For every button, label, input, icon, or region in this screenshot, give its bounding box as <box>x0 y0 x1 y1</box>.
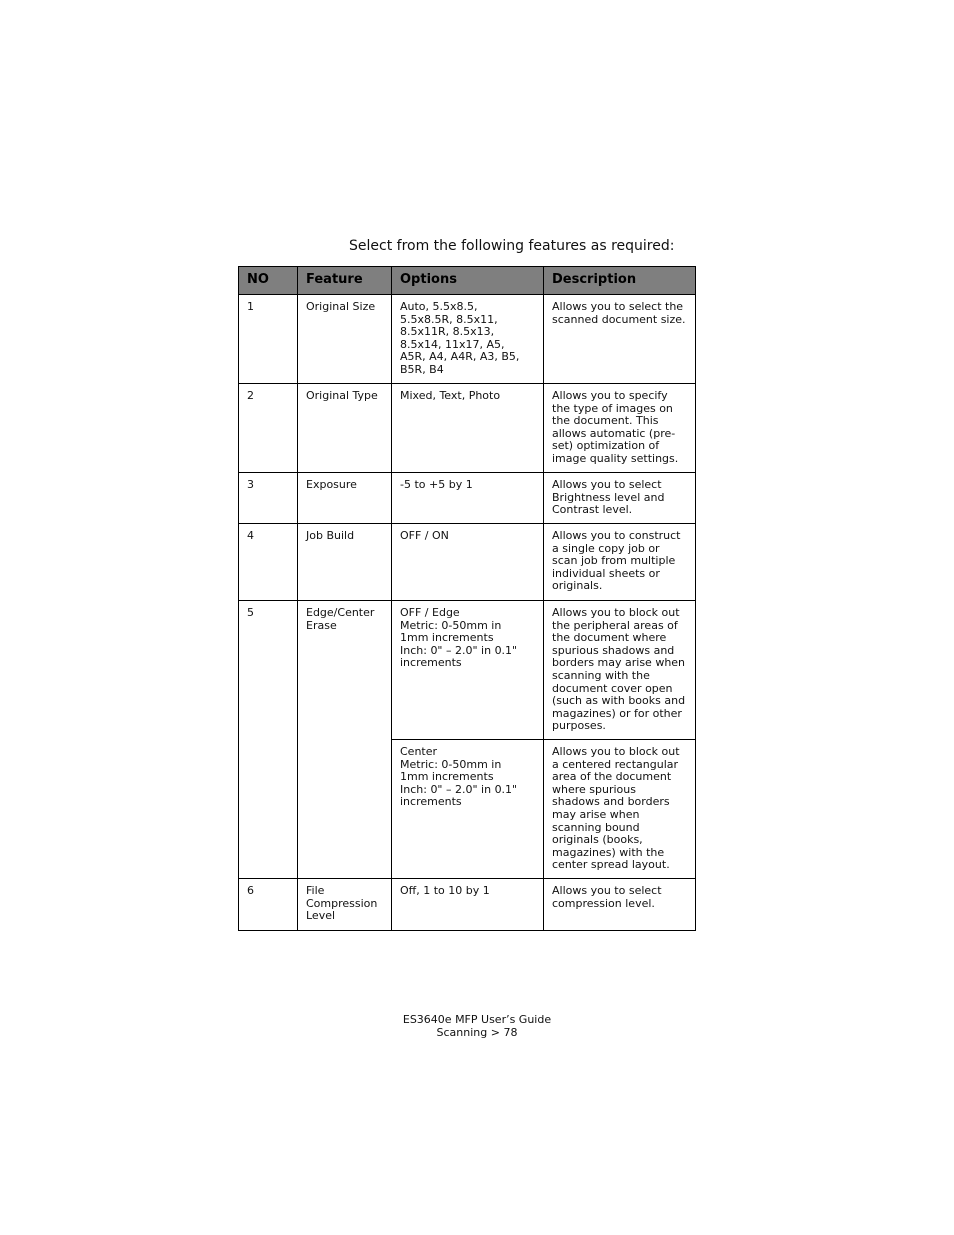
cell-feature: File Compression Level <box>298 878 392 930</box>
header-feature: Feature <box>298 267 392 295</box>
table-row <box>239 384 696 473</box>
page-footer <box>0 1013 954 1039</box>
cell-options: -5 to +5 by 1 <box>392 473 544 524</box>
table-row <box>239 601 696 740</box>
table-row <box>239 878 696 930</box>
table-row <box>239 295 696 384</box>
cell-options: Center Metric: 0-50mm in 1mm increments Inch: 0" – 2.0" in 0.1" increments <box>392 740 544 879</box>
footer-page-number: Scanning > 78 <box>436 1026 518 1039</box>
features-table <box>238 266 696 931</box>
cell-options: Mixed, Text, Photo <box>392 384 544 473</box>
cell-description: Allows you to block out the peripheral areas of the document where spurious shadows and borders may arise when scanning with the document cover open (such as with books and magazines) or for other purposes. <box>544 601 696 740</box>
cell-feature: Original Size <box>298 295 392 384</box>
footer-guide-title: ES3640e MFP User’s Guide <box>402 1013 552 1026</box>
header-no: NO <box>239 267 298 295</box>
cell-description: Allows you to select Brightness level and Contrast level. <box>544 473 696 524</box>
cell-feature: Edge/Center Erase <box>298 601 392 879</box>
table-row <box>239 524 696 601</box>
cell-description: Allows you to specify the type of images on the document. This allows automatic (pre- set) optimization of image quality settings. <box>544 384 696 473</box>
cell-feature: Exposure <box>298 473 392 524</box>
cell-description: Allows you to block out a centered rectangular area of the document where spurious shadows and borders may arise when scanning bound originals (books, magazines) with the center spread layout. <box>544 740 696 879</box>
cell-no: 2 <box>239 384 298 473</box>
cell-feature: Job Build <box>298 524 392 601</box>
intro-text: Select from the following features as required: <box>349 238 675 254</box>
cell-options: OFF / Edge Metric: 0-50mm in 1mm increments Inch: 0" – 2.0" in 0.1" increments <box>392 601 544 740</box>
table-header-row <box>239 267 696 295</box>
cell-no: 4 <box>239 524 298 601</box>
header-options: Options <box>392 267 544 295</box>
cell-options: OFF / ON <box>392 524 544 601</box>
header-description: Description <box>544 267 696 295</box>
cell-no: 1 <box>239 295 298 384</box>
cell-no: 3 <box>239 473 298 524</box>
table-row <box>239 473 696 524</box>
cell-options: Off, 1 to 10 by 1 <box>392 878 544 930</box>
cell-options: Auto, 5.5x8.5, 5.5x8.5R, 8.5x11, 8.5x11R, 8.5x13, 8.5x14, 11x17, A5, A5R, A4, A4R, A3, B5, B5R, B4 <box>392 295 544 384</box>
cell-description: Allows you to select compression level. <box>544 878 696 930</box>
cell-feature: Original Type <box>298 384 392 473</box>
cell-description: Allows you to select the scanned document size. <box>544 295 696 384</box>
cell-description: Allows you to construct a single copy job or scan job from multiple individual sheets or originals. <box>544 524 696 601</box>
cell-no: 6 <box>239 878 298 930</box>
cell-no: 5 <box>239 601 298 879</box>
